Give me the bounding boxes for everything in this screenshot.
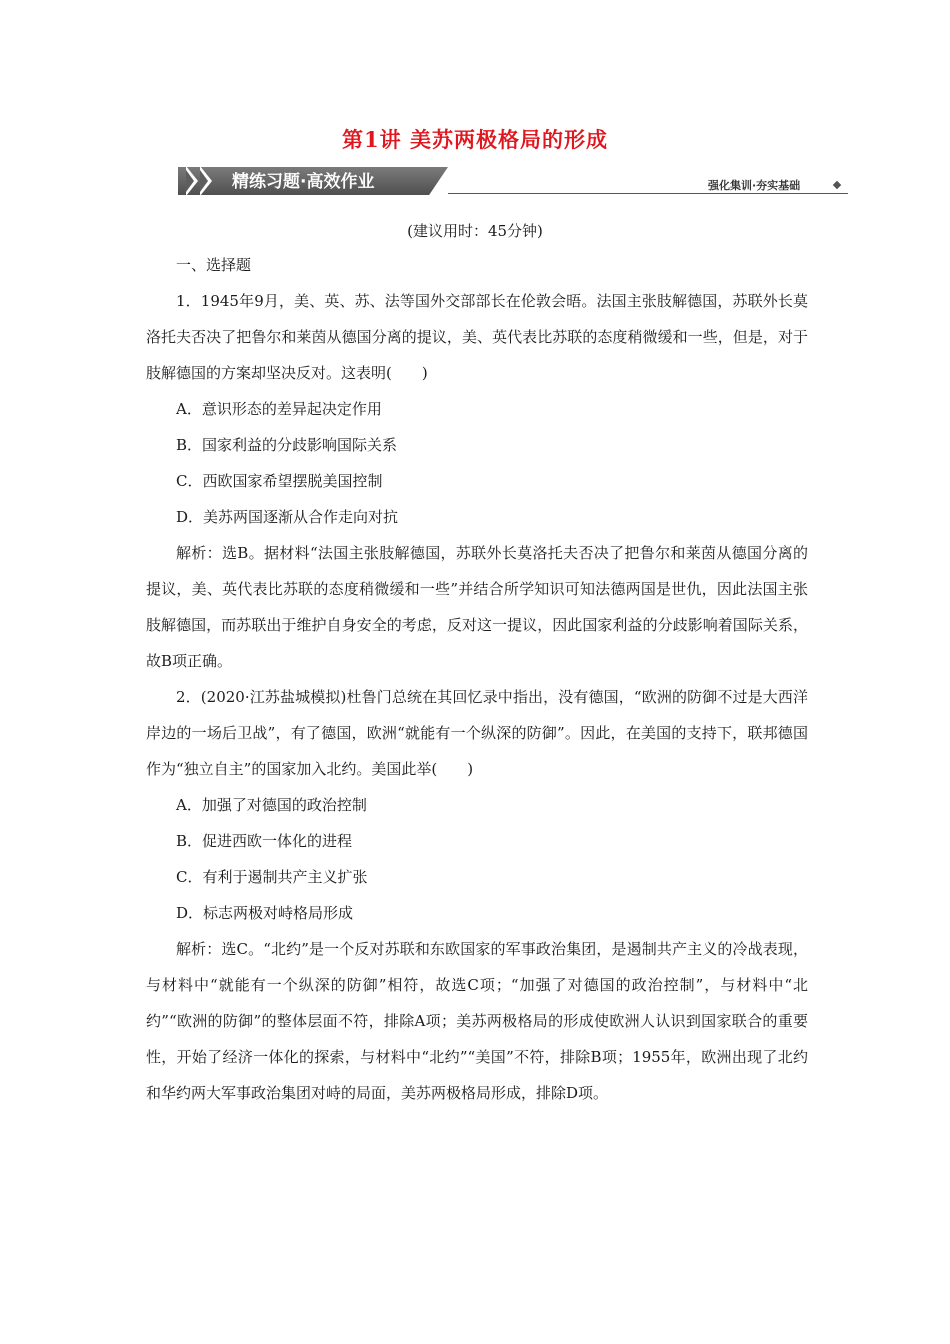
question-stem: 1．1945年9月，美、英、苏、法等国外交部部长在伦敦会晤。法国主张肢解德国，苏联外长莫洛托夫否决了把鲁尔和莱茵从德国分离的提议，美、英代表比苏联的态度稍微缓和一些，但是，对于肢解德国的方案却坚决反对。这表明( ) — [146, 292, 808, 382]
time-note: (建议用时：45分钟) — [407, 222, 543, 240]
chevron-inner — [200, 170, 208, 192]
option-b: B．国家利益的分歧影响国际关系 — [176, 436, 398, 454]
option-c: C．西欧国家希望摆脱美国控制 — [176, 472, 383, 490]
question-analysis: 解析：选C。“北约”是一个反对苏联和东欧国家的军事政治集团，是遏制共产主义的冷战表现，与材料中“就能有一个纵深的防御”相符，故选C项；“加强了对德国的政治控制”，与材料中“北约”“欧洲的防御”的整体层面不符，排除A项；美苏两极格局的形成使欧洲人认识到国家联合的重要性，开始了经济一体化的探索，与材料中“北约”“美国”不符，排除B项；1955年，欧洲出现了北约和华约两大军事政治集团对峙的局面，美苏两极格局形成，排除D项。 — [146, 940, 808, 1102]
option-d: D．标志两极对峙格局形成 — [176, 904, 354, 922]
content — [146, 247, 808, 1111]
question-1 — [146, 283, 808, 679]
banner-right-text: 强化集训·夯实基础 — [708, 179, 801, 192]
question-2 — [146, 679, 808, 1111]
option-a: A．意识形态的差异起决定作用 — [176, 400, 382, 418]
chevron-inner — [186, 170, 194, 192]
option-d: D．美苏两国逐渐从合作走向对抗 — [176, 508, 399, 526]
option-c: C．有利于遏制共产主义扩张 — [176, 868, 368, 886]
diamond-icon — [833, 181, 841, 189]
banner-left-text: 精练习题·高效作业 — [232, 172, 375, 192]
lesson-title: 第1讲 美苏两极格局的形成 — [342, 127, 608, 152]
option-b: B．促进西欧一体化的进程 — [176, 832, 353, 850]
question-analysis: 解析：选B。据材料“法国主张肢解德国，苏联外长莫洛托夫否决了把鲁尔和莱茵从德国分离的提议，美、英代表比苏联的态度稍微缓和一些”并结合所学知识可知法德两国是世仇，因此法国主张肢解德国，而苏联出于维护自身安全的考虑，反对这一提议，因此国家利益的分歧影响着国际关系，故B项正确。 — [146, 544, 808, 670]
question-stem: 2．(2020·江苏盐城模拟)杜鲁门总统在其回忆录中指出，没有德国，“欧洲的防御不过是大西洋岸边的一场后卫战”，有了德国，欧洲“就能有一个纵深的防御”。因此，在美国的支持下，联邦德国作为“独立自主”的国家加入北约。美国此举( ) — [146, 688, 808, 778]
banner-divider — [448, 193, 848, 194]
section-heading: 一、选择题 — [176, 256, 252, 274]
option-a: A．加强了对德国的政治控制 — [176, 796, 367, 814]
